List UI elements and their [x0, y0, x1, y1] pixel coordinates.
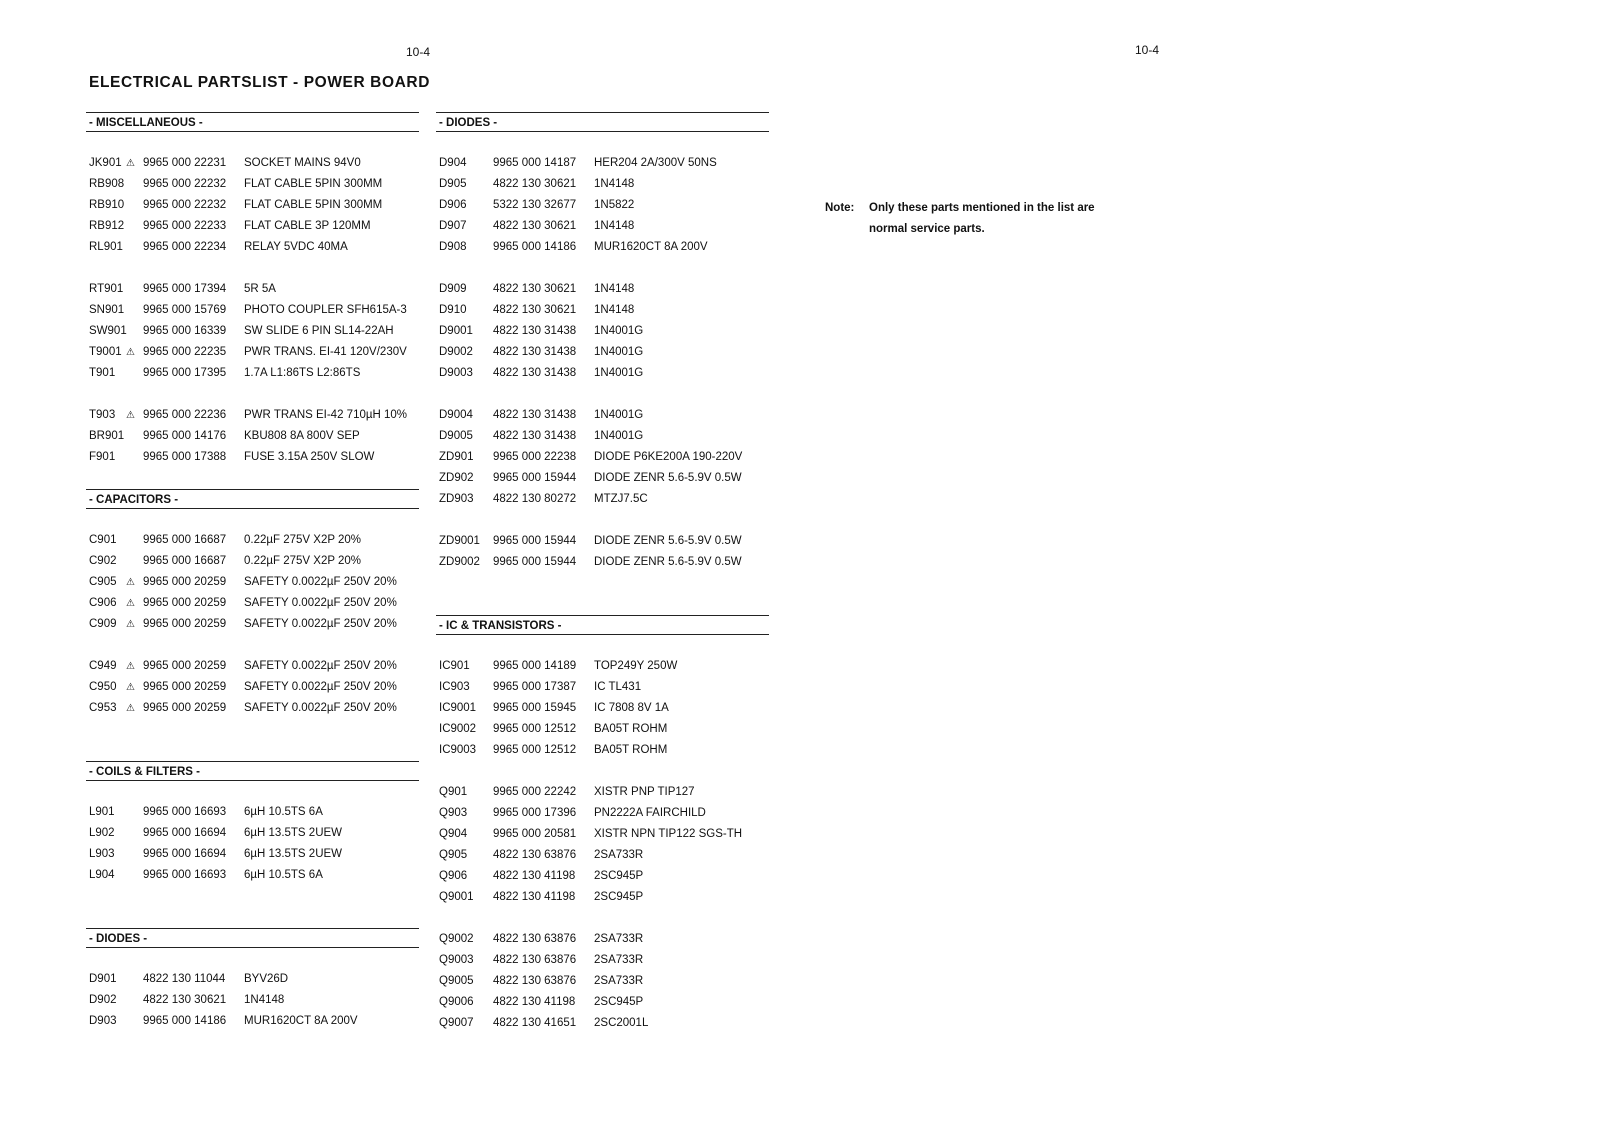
part-number: 9965 000 17388: [143, 451, 227, 463]
part-number: 9965 000 22236: [143, 409, 227, 421]
part-ref: RB910: [89, 199, 125, 211]
part-ref: Q9002: [439, 933, 474, 945]
part-ref: D904: [439, 157, 467, 169]
part-description: 6µH 13.5TS 2UEW: [244, 827, 343, 839]
part-row: [86, 677, 419, 698]
part-row: [86, 447, 419, 468]
section-diodes-right: [436, 112, 769, 573]
note-line-2: normal service parts.: [869, 223, 985, 235]
part-ref: IC9003: [439, 744, 477, 756]
page-number-right: 10-4: [1135, 43, 1160, 57]
part-row: [436, 363, 769, 384]
part-row: [86, 593, 419, 614]
part-description: 0.22µF 275V X2P 20%: [244, 555, 362, 567]
part-ref: SW901: [89, 325, 127, 337]
part-ref: D902: [89, 994, 117, 1006]
part-ref: ZD903: [439, 493, 474, 505]
part-number: 9965 000 17387: [493, 681, 577, 693]
part-description: SOCKET MAINS 94V0: [244, 157, 361, 169]
part-description: SAFETY 0.0022µF 250V 20%: [244, 597, 397, 609]
section-heading: - MISCELLANEOUS -: [86, 112, 419, 132]
part-number: 9965 000 22232: [143, 199, 227, 211]
part-row: [86, 698, 419, 719]
part-number: 4822 130 31438: [493, 367, 577, 379]
parts-list: [436, 635, 769, 1034]
part-row: [86, 990, 419, 1011]
part-ref: Q901: [439, 786, 468, 798]
part-ref: T9001: [89, 346, 122, 358]
section-heading: - DIODES -: [436, 112, 769, 132]
part-ref: D9001: [439, 325, 473, 337]
part-row: [86, 865, 419, 886]
part-number: 4822 130 30621: [493, 304, 577, 316]
part-number: 9965 000 17395: [143, 367, 227, 379]
part-description: SAFETY 0.0022µF 250V 20%: [244, 660, 397, 672]
part-number: 4822 130 31438: [493, 325, 577, 337]
part-number: 4822 130 31438: [493, 346, 577, 358]
part-row: [436, 321, 769, 342]
part-ref: ZD901: [439, 451, 474, 463]
part-number: 9965 000 16694: [143, 827, 227, 839]
part-ref: D906: [439, 199, 467, 211]
part-row: [436, 279, 769, 300]
part-description: 2SC945P: [594, 870, 644, 882]
part-description: 5R 5A: [244, 283, 276, 295]
part-description: FLAT CABLE 5PIN 300MM: [244, 199, 383, 211]
part-description: PWR TRANS. EI-41 120V/230V: [244, 346, 407, 358]
part-ref: D9005: [439, 430, 473, 442]
part-row: [436, 1013, 769, 1034]
part-ref: C902: [89, 555, 117, 567]
part-row: [436, 531, 769, 552]
safety-warning-icon: ⚠: [126, 347, 135, 358]
part-ref: Q906: [439, 870, 468, 882]
part-ref: D9002: [439, 346, 473, 358]
part-number: 9965 000 17394: [143, 283, 227, 295]
part-description: 1N4001G: [594, 430, 644, 442]
part-ref: ZD902: [439, 472, 474, 484]
part-ref: T903: [89, 409, 116, 421]
part-number: 9965 000 16694: [143, 848, 227, 860]
parts-list: [86, 948, 419, 1032]
part-row: [436, 468, 769, 489]
section-heading: - CAPACITORS -: [86, 489, 419, 509]
part-description: MUR1620CT 8A 200V: [594, 241, 708, 253]
part-ref: Q904: [439, 828, 468, 840]
part-ref: F901: [89, 451, 116, 463]
part-description: 1N4001G: [594, 367, 644, 379]
section-heading: - COILS & FILTERS -: [86, 761, 419, 781]
part-description: SAFETY 0.0022µF 250V 20%: [244, 681, 397, 693]
part-description: MTZJ7.5C: [594, 493, 648, 505]
note-line-1: Only these parts mentioned in the list are: [869, 202, 1095, 214]
part-number: 9965 000 22238: [493, 451, 577, 463]
part-number: 9965 000 14186: [493, 241, 577, 253]
part-row: [436, 489, 769, 510]
part-description: 2SA733R: [594, 933, 644, 945]
part-description: 0.22µF 275V X2P 20%: [244, 534, 362, 546]
safety-warning-icon: ⚠: [126, 598, 135, 609]
part-row: [436, 950, 769, 971]
part-number: 9965 000 22233: [143, 220, 227, 232]
part-row: [86, 279, 419, 300]
part-row: [436, 782, 769, 803]
part-description: 2SA733R: [594, 849, 644, 861]
part-ref: D907: [439, 220, 467, 232]
part-ref: RL901: [89, 241, 123, 253]
part-ref: C901: [89, 534, 117, 546]
part-number: 9965 000 16693: [143, 869, 227, 881]
part-ref: IC903: [439, 681, 470, 693]
part-ref: ZD9002: [439, 556, 480, 568]
part-number: 9965 000 22235: [143, 346, 227, 358]
part-ref: D9004: [439, 409, 473, 421]
part-number: 9965 000 20259: [143, 618, 227, 630]
part-row: [436, 237, 769, 258]
part-ref: SN901: [89, 304, 125, 316]
part-description: RELAY 5VDC 40MA: [244, 241, 348, 253]
part-ref: RB908: [89, 178, 125, 190]
part-row: [436, 216, 769, 237]
part-description: XISTR NPN TIP122 SGS-TH: [594, 828, 743, 840]
part-description: 1N4148: [594, 283, 635, 295]
part-ref: L902: [89, 827, 115, 839]
part-description: IC TL431: [594, 681, 642, 693]
part-row: [86, 1011, 419, 1032]
part-row: [86, 237, 419, 258]
part-description: 2SA733R: [594, 954, 644, 966]
part-description: SAFETY 0.0022µF 250V 20%: [244, 702, 397, 714]
part-row: [86, 174, 419, 195]
part-description: DIODE ZENR 5.6-5.9V 0.5W: [594, 535, 742, 547]
safety-warning-icon: ⚠: [126, 619, 135, 630]
part-ref: IC9001: [439, 702, 477, 714]
spacer: [436, 908, 769, 929]
part-description: IC 7808 8V 1A: [594, 702, 669, 714]
part-description: 2SA733R: [594, 975, 644, 987]
part-row: [436, 803, 769, 824]
part-ref: D901: [89, 973, 117, 985]
part-ref: C953: [89, 702, 117, 714]
part-description: DIODE P6KE200A 190-220V: [594, 451, 743, 463]
section-heading: - DIODES -: [86, 928, 419, 948]
part-description: TOP249Y 250W: [594, 660, 678, 672]
part-ref: D908: [439, 241, 467, 253]
part-ref: L901: [89, 806, 115, 818]
part-row: [436, 887, 769, 908]
parts-list: [436, 132, 769, 573]
part-number: 4822 130 41198: [493, 996, 576, 1008]
part-description: 6µH 13.5TS 2UEW: [244, 848, 343, 860]
safety-warning-icon: ⚠: [126, 682, 135, 693]
part-row: [86, 216, 419, 237]
part-number: 4822 130 41198: [493, 891, 576, 903]
part-row: [436, 195, 769, 216]
part-description: 1N4148: [594, 304, 635, 316]
part-number: 4822 130 30621: [493, 178, 577, 190]
part-row: [86, 969, 419, 990]
part-ref: Q9006: [439, 996, 474, 1008]
part-description: 2SC2001L: [594, 1017, 649, 1029]
part-ref: RB912: [89, 220, 125, 232]
part-number: 9965 000 14189: [493, 660, 577, 672]
part-ref: BR901: [89, 430, 125, 442]
part-row: [436, 971, 769, 992]
part-ref: ZD9001: [439, 535, 480, 547]
part-ref: JK901: [89, 157, 122, 169]
part-number: 9965 000 16687: [143, 555, 227, 567]
part-ref: L904: [89, 869, 115, 881]
part-number: 9965 000 20259: [143, 576, 227, 588]
part-ref: D903: [89, 1015, 117, 1027]
part-row: [436, 929, 769, 950]
part-number: 4822 130 41198: [493, 870, 576, 882]
part-ref: L903: [89, 848, 115, 860]
part-row: [436, 153, 769, 174]
part-number: 9965 000 20259: [143, 702, 227, 714]
part-row: [86, 844, 419, 865]
part-ref: C905: [89, 576, 117, 588]
part-number: 9965 000 15945: [493, 702, 577, 714]
part-description: 2SC945P: [594, 996, 644, 1008]
part-row: [86, 614, 419, 635]
safety-warning-icon: ⚠: [126, 703, 135, 714]
part-description: SAFETY 0.0022µF 250V 20%: [244, 576, 397, 588]
part-row: [86, 363, 419, 384]
part-description: 6µH 10.5TS 6A: [244, 869, 323, 881]
part-description: PN2222A FAIRCHILD: [594, 807, 706, 819]
part-row: [86, 321, 419, 342]
part-row: [436, 552, 769, 573]
parts-list: [86, 781, 419, 886]
section-miscellaneous: [86, 112, 419, 468]
safety-warning-icon: ⚠: [126, 158, 135, 169]
part-ref: RT901: [89, 283, 124, 295]
part-number: 9965 000 15944: [493, 535, 577, 547]
part-number: 4822 130 31438: [493, 430, 577, 442]
part-description: HER204 2A/300V 50NS: [594, 157, 717, 169]
part-row: [436, 300, 769, 321]
parts-list: [86, 132, 419, 468]
part-description: KBU808 8A 800V SEP: [244, 430, 360, 442]
page-number-left: 10-4: [406, 45, 431, 59]
section-capacitors: [86, 489, 419, 719]
part-row: [86, 802, 419, 823]
part-ref: C950: [89, 681, 117, 693]
part-row: [436, 174, 769, 195]
part-number: 9965 000 14187: [493, 157, 577, 169]
part-description: 1N4148: [594, 178, 635, 190]
part-ref: C949: [89, 660, 117, 672]
safety-warning-icon: ⚠: [126, 661, 135, 672]
part-row: [436, 405, 769, 426]
part-ref: C906: [89, 597, 117, 609]
part-description: FUSE 3.15A 250V SLOW: [244, 451, 375, 463]
part-row: [436, 719, 769, 740]
part-ref: IC901: [439, 660, 470, 672]
spacer: [86, 635, 419, 656]
part-row: [86, 195, 419, 216]
part-number: 4822 130 63876: [493, 975, 577, 987]
part-ref: D909: [439, 283, 467, 295]
part-number: 4822 130 41651: [493, 1017, 577, 1029]
part-description: DIODE ZENR 5.6-5.9V 0.5W: [594, 472, 742, 484]
part-description: 1N4001G: [594, 346, 644, 358]
part-ref: Q9001: [439, 891, 474, 903]
part-ref: C909: [89, 618, 117, 630]
part-row: [436, 342, 769, 363]
part-number: 9965 000 22242: [493, 786, 577, 798]
part-number: 9965 000 22232: [143, 178, 227, 190]
part-number: 4822 130 30621: [143, 994, 227, 1006]
part-ref: T901: [89, 367, 116, 379]
part-description: 1.7A L1:86TS L2:86TS: [244, 367, 361, 379]
part-row: [86, 530, 419, 551]
part-row: [86, 342, 419, 363]
part-number: 9965 000 20259: [143, 681, 227, 693]
part-row: [86, 300, 419, 321]
part-number: 9965 000 15769: [143, 304, 227, 316]
section-ic-transistors: [436, 615, 769, 1034]
section-heading: - IC & TRANSISTORS -: [436, 615, 769, 635]
part-number: 9965 000 15944: [493, 472, 577, 484]
part-number: 4822 130 63876: [493, 954, 577, 966]
part-description: BA05T ROHM: [594, 723, 668, 735]
part-number: 4822 130 80272: [493, 493, 577, 505]
part-number: 4822 130 63876: [493, 849, 577, 861]
part-number: 9965 000 16693: [143, 806, 227, 818]
part-number: 4822 130 11044: [143, 973, 226, 985]
part-number: 9965 000 12512: [493, 744, 577, 756]
part-description: SW SLIDE 6 PIN SL14-22AH: [244, 325, 394, 337]
spacer: [436, 761, 769, 782]
spacer: [436, 258, 769, 279]
part-ref: D910: [439, 304, 467, 316]
part-row: [86, 823, 419, 844]
part-row: [436, 845, 769, 866]
part-row: [436, 866, 769, 887]
part-number: 9965 000 14176: [143, 430, 227, 442]
part-description: XISTR PNP TIP127: [594, 786, 695, 798]
part-ref: Q903: [439, 807, 468, 819]
part-ref: D9003: [439, 367, 473, 379]
left-column: [86, 112, 419, 1032]
part-description: MUR1620CT 8A 200V: [244, 1015, 358, 1027]
section-diodes-left: [86, 928, 419, 1032]
spacer: [86, 258, 419, 279]
part-description: SAFETY 0.0022µF 250V 20%: [244, 618, 397, 630]
note-label: Note:: [825, 202, 855, 214]
part-ref: Q9003: [439, 954, 474, 966]
part-number: 9965 000 22231: [143, 157, 227, 169]
part-description: FLAT CABLE 5PIN 300MM: [244, 178, 383, 190]
part-number: 9965 000 16687: [143, 534, 227, 546]
part-row: [436, 698, 769, 719]
part-row: [436, 426, 769, 447]
part-description: PWR TRANS EI-42 710µH 10%: [244, 409, 407, 421]
part-row: [436, 656, 769, 677]
part-row: [436, 824, 769, 845]
part-ref: Q905: [439, 849, 468, 861]
part-ref: Q9005: [439, 975, 474, 987]
part-row: [86, 572, 419, 593]
part-number: 9965 000 20581: [493, 828, 577, 840]
part-number: 4822 130 30621: [493, 283, 577, 295]
part-number: 4822 130 63876: [493, 933, 577, 945]
part-description: 1N4001G: [594, 409, 644, 421]
part-ref: IC9002: [439, 723, 477, 735]
spacer: [436, 384, 769, 405]
part-number: 9965 000 17396: [493, 807, 577, 819]
part-row: [86, 551, 419, 572]
part-description: DIODE ZENR 5.6-5.9V 0.5W: [594, 556, 742, 568]
part-number: 4822 130 31438: [493, 409, 577, 421]
right-column: [436, 112, 769, 1034]
part-description: 1N4001G: [594, 325, 644, 337]
part-number: 9965 000 12512: [493, 723, 577, 735]
safety-warning-icon: ⚠: [126, 577, 135, 588]
part-number: 9965 000 15944: [493, 556, 577, 568]
part-number: 9965 000 20259: [143, 597, 227, 609]
part-number: 5322 130 32677: [493, 199, 577, 211]
spacer: [86, 384, 419, 405]
part-row: [86, 405, 419, 426]
part-ref: D905: [439, 178, 467, 190]
part-number: 9965 000 16339: [143, 325, 227, 337]
part-description: BA05T ROHM: [594, 744, 668, 756]
part-row: [436, 740, 769, 761]
safety-warning-icon: ⚠: [126, 410, 135, 421]
part-description: BYV26D: [244, 973, 289, 985]
part-description: PHOTO COUPLER SFH615A-3: [244, 304, 407, 316]
part-description: 2SC945P: [594, 891, 644, 903]
part-description: 1N4148: [244, 994, 285, 1006]
part-number: 4822 130 30621: [493, 220, 577, 232]
part-description: 6µH 10.5TS 6A: [244, 806, 323, 818]
page-title: ELECTRICAL PARTSLIST - POWER BOARD: [89, 74, 431, 91]
part-number: 9965 000 22234: [143, 241, 227, 253]
part-row: [86, 153, 419, 174]
part-number: 9965 000 14186: [143, 1015, 227, 1027]
part-description: 1N4148: [594, 220, 635, 232]
parts-list: [86, 509, 419, 719]
part-row: [436, 992, 769, 1013]
part-row: [86, 426, 419, 447]
part-number: 9965 000 20259: [143, 660, 227, 672]
part-description: FLAT CABLE 3P 120MM: [244, 220, 371, 232]
spacer: [436, 510, 769, 531]
part-row: [436, 447, 769, 468]
part-description: 1N5822: [594, 199, 635, 211]
part-row: [436, 677, 769, 698]
part-ref: Q9007: [439, 1017, 474, 1029]
part-row: [86, 656, 419, 677]
section-coils-filters: [86, 761, 419, 886]
